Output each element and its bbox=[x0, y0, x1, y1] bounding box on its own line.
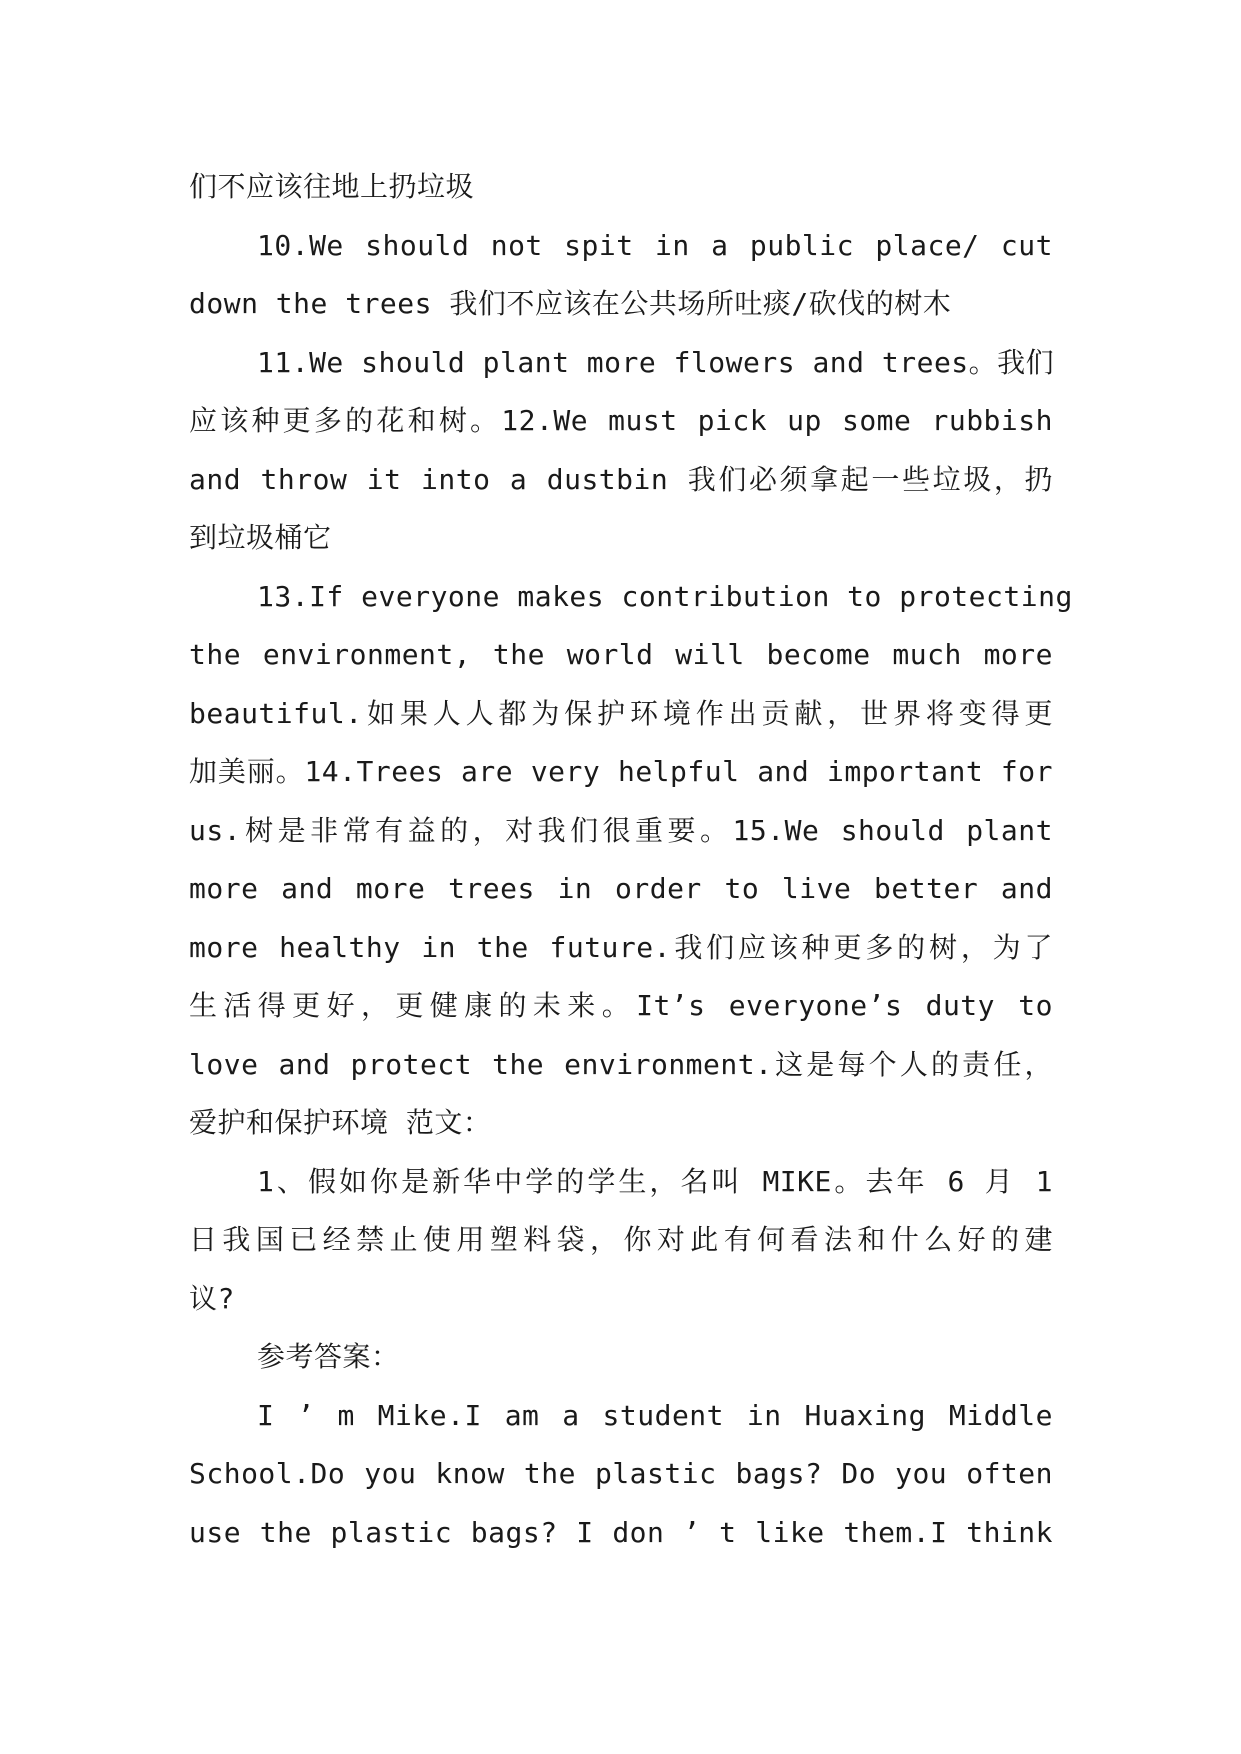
text-line: use the plastic bags? I don ’ t like them.I think bbox=[189, 1515, 1053, 1549]
text-line: 加美丽。14.Trees are very helpful and important for bbox=[189, 755, 1053, 788]
text-line: 1、假如你是新华中学的学生，名叫 MIKE。去年 6 月 1 bbox=[257, 1164, 1053, 1198]
text-line: 到垃圾桶它 bbox=[189, 521, 332, 554]
text-line: 13.If everyone makes contribution to protecting bbox=[257, 579, 1073, 613]
text-line: 参考答案： bbox=[257, 1340, 400, 1373]
text-line: us.树是非常有益的，对我们很重要。15.We should plant bbox=[189, 813, 1053, 847]
text-line: more healthy in the future.我们应该种更多的树，为了 bbox=[189, 930, 1053, 964]
text-line: 爱护和保护环境 范文： bbox=[189, 1106, 492, 1139]
text-line: 应该种更多的花和树。12.We must pick up some rubbish bbox=[189, 404, 1053, 437]
text-line: 10.We should not spit in a public place/ cut bbox=[257, 228, 1053, 262]
text-line: beautiful.如果人人都为保护环境作出贡献，世界将变得更 bbox=[189, 696, 1053, 730]
text-line: I ’ m Mike.I am a student in Huaxing Middle bbox=[257, 1398, 1053, 1432]
text-line: and throw it into a dustbin 我们必须拿起一些垃圾，扔 bbox=[189, 462, 1053, 496]
text-line: 11.We should plant more flowers and trees。我们 bbox=[257, 345, 1055, 379]
text-line: the environment, the world will become much more bbox=[189, 638, 1053, 671]
text-line: 日我国已经禁止使用塑料袋，你对此有何看法和什么好的建 bbox=[189, 1223, 1053, 1256]
text-line: 生活得更好，更健康的未来。It’s everyone’s duty to bbox=[189, 989, 1053, 1022]
text-line: School.Do you know the plastic bags? Do you often bbox=[189, 1457, 1053, 1490]
text-line: more and more trees in order to live better and bbox=[189, 872, 1053, 905]
text-line: down the trees 我们不应该在公共场所吐痰/砍伐的树木 bbox=[189, 287, 952, 320]
document-body bbox=[189, 158, 1073, 1562]
text-line: love and protect the environment.这是每个人的责任， bbox=[189, 1047, 1053, 1081]
text-line: 们不应该往地上扔垃圾 bbox=[189, 170, 475, 203]
text-line: 议? bbox=[189, 1281, 235, 1315]
